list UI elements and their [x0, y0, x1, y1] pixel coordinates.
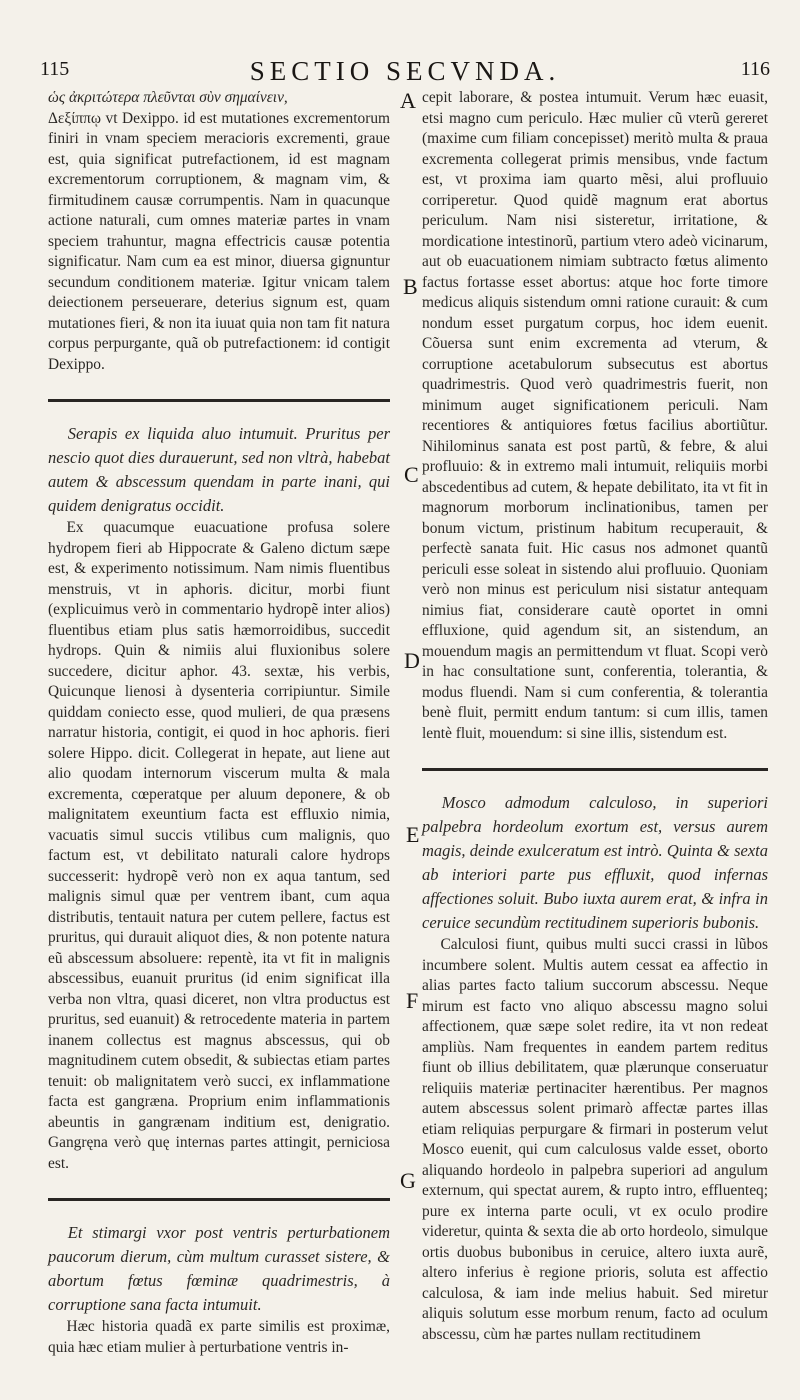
margin-letter-f: F — [406, 988, 419, 1013]
running-header — [40, 56, 770, 90]
commentary-paragraph: Ex quacumque euacuatione profusa solere hydropem fieri ab Hippocrate & Galeno dictum sæpe est, & experimento notissimum. Nam nimis fluentibus menstruis, vt in aphoris. dicitur, morbi fiunt (explicuimus verò in commentario hydropẽ inter alios) fluentibus etiam plus satis hæmorroidibus, succedit hydrops. Quin & nimiis alui fluxionibus solere succedere, dicitur aphor. 43. sextæ, his verbis, Quicunque lienosi à dysenteria corripiuntur. Simile quiddam coniecto esse, quod mulieri, de qua præsens narratur historia, contigit, ei quod in hoc aphoris. fieri solere Hippo. dicit. Collegerat in hepate, aut liene aut alio quodam internorum viscerum multa & mala excrementa, cœperatque per aluum deponere, & ob malignitatem exeuntium facta est effluxio nimia, vacuatis simul succis vtilibus cum malignis, quo factum est, vt debilitato naturali calore hydrops successerit: hydropẽ verò non ex aqua tantum, sed malignis simul quæ per ventrem ibant, cum aqua distributis, tentauit natura per cutem pellere, factus est pruritus, qui durauit aliquot dies, & non potente natura eũ abscessum absoluere: repentè, ita vt fit in malignis abscessibus, euanuit pruritus (id enim significat illa verba non vltra, quasi diceret, non vltra productus est pruritus, sed euanuit) & retrocedente materia in partem inanem collectus est magnus abscessus, qui ob magnitudinem cutem obsedit, & subiectas etiam partes tenuit: ob malignitatem verò succi, ex inflammatione facta est gangræna. Proprium enim inflammationis abeuntis in gangrænam inditium est, denigratio. Gangręna verò quę internas partes attingit, perniciosa est. — [48, 519, 390, 1172]
commentary-paragraph: cepit laborare, & postea intumuit. Verum hæc euasit, etsi magno cum periculo. Hæc mulier cũ vterũ gereret (maxime cum filiam concepisset) meritò multa & praua excrementa collegerat primis mensibus, vnde factum est, vt proxima iam quarto mẽsi, alui profluuio corriperetur. Quod quidẽ magnum erat abortus periculum. Nam nisi sisteretur, irritatione, & mordicatione intestinorũ, partium vtero adeò vicinarum, aut ob euacuationem nimiam subtracto fœtus alimento factus fortasse esset abortus: atque hoc forte timore medicus aliquis sistendum omni ratione curauit: & cum nondum esset purgatum corpus, hoc idem euenit. Cõuersa sunt enim excrementa ad vterum, & corruptione acetabulorum subsecutus est abortus quadrimestris. Quod verò quadrimestris fuerit, non minimum auget significationem periculi. Nam recentiores & antiquiores fœtus facilius abortiũtur. Nihilominus sanata est post partũ, & febre, & alui profluuio: & in extremo mali intumuit, reliquiis morbi abscedentibus ad cutem, & hepate debilitato, ita vt fit in magnorum morborum inclinationibus, tamen per bonum victum, pristinum habitum recuperauit, & perfectè sanata fuit. Hic casus nos admonet quantũ periculi esse soleat in sistendo alui profluuio. Quoniam verò non minus est periculum nisi sistatur antequam nimius fiat, considerare cautè oportet in omni effluxione, quid agendum sit, an sistendum, an mouendum magis an permittendum vt fluat. Scopi verò in hac consultatione sunt, conferentia, tolerantia, & modus fluendi. Nam si cum conferentia, & tolerantia benè fluit, permitt endum tantum: si cum illis, tamen lentè fluit, mouendum: si sine illis, sistendum est. — [422, 89, 768, 742]
margin-letter-g: G — [400, 1168, 416, 1193]
margin-letter-c: C — [404, 462, 419, 487]
page-number-right: 116 — [740, 58, 770, 80]
margin-letter-d: D — [404, 648, 420, 673]
commentary-paragraph: Calculosi fiunt, quibus multi succi crassi in lũbos incumbere solent. Multis autem cessat ea affectio in alias partes facto talium succorum abscessu. Neque mirum est facto vno aliquo abscessu magno solui affectionem, quæ sæpe solet redire, ita vt non redeat ampliùs. Nam frequentes in eandem partem reditus fiunt ob illius debilitatem, quæ plærunque conseruatur reliquiis materiæ pertinaciter hærentibus. Per magnos autem abscessus solent primarò affectæ partes illas etiam reliquias perpurgare & firmari in posterum velut Mosco euenit, qui cum calculosus valde esset, oborto aliquando hordeolo in palpebra superiori ad angulum externum, qui spectat aurem, & rupto intro, effluenteq; pure ex interna parte oculi, vt ex oculo prodire videretur, quinta & sexta die ab orto hordeolo, simulque ortis duobus bubonibus in ceruice, altero iuxta aurẽ, altero inferius è regione prioris, soluta est affectio calculosa, & iam inde melius habuit. Sed miretur aliquis solutum esse morbum renum, facto ad oculum abscessu, cùm hæ partes nullam rectitudinem — [422, 936, 768, 1343]
commentary-paragraph: Δεξίππῳ vt Dexippo. id est mutationes excrementorum finiri in vnam speciem meracioris excrementi, graue est, quia significat putrefactionem, id est magnam excrementorum corruptionem, & magnam vim, & firmitudinem causæ corrumpentis. Nam in quacunque actione naturali, cum omnes materiæ partes in vnam speciem trahuntur, magna effectricis causæ potentia significatur. Nam cum ea est minor, diuersa gignuntur secundum conditionem materiæ. Igitur vnicam talem deiectionem perseuerare, deterius signum est, quam mutationes fieri, & non ita iuuat quia non tam fit natura corpus perpurgante, quã ob putrefactionem: id contigit Dexippo. — [48, 109, 390, 373]
margin-letter-b: B — [403, 274, 418, 299]
section-divider — [422, 768, 768, 771]
running-title: SECTIO SECVNDA. — [249, 56, 561, 86]
margin-letter-e: E — [406, 822, 420, 847]
greek-quotation: ὡς ἀκριτώτερα πλεῦνται σὺν σημαίνειν, — [48, 89, 288, 106]
page-number-left: 115 — [40, 58, 70, 80]
margin-letter-a: A — [400, 88, 416, 113]
right-column — [422, 88, 768, 1345]
section-divider — [48, 399, 390, 402]
left-column — [48, 88, 390, 1358]
case-heading-serapis: Serapis ex liquida aluo intumuit. Pruritus per nescio quot dies durauerunt, sed non vltrà, habebat autem & abscessum quendam in parte inani, qui quidem denigratus occidit. — [48, 424, 390, 515]
case-heading-mosco: Mosco admodum calculoso, in superiori palpebra hordeolum exortum est, versus aurem magis, deinde exulceratum est intrò. Quinta & sexta ab interiori parte pus effluxit, quod infernas affectiones soluit. Bubo iuxta aurem erat, & infra in ceruice secundùm rectitudinem superioris bubonis. — [422, 793, 768, 932]
commentary-paragraph: Hæc historia quadã ex parte similis est proximæ, quia hæc etiam mulier à perturbatione ventris in- — [48, 1318, 390, 1356]
section-divider — [48, 1198, 390, 1201]
case-heading-stimargi: Et stimargi vxor post ventris perturbationem paucorum dierum, cùm multum curasset sistere, & abortum fœtus fœminæ quadrimestris, à corruptione sana facta intumuit. — [48, 1223, 390, 1314]
